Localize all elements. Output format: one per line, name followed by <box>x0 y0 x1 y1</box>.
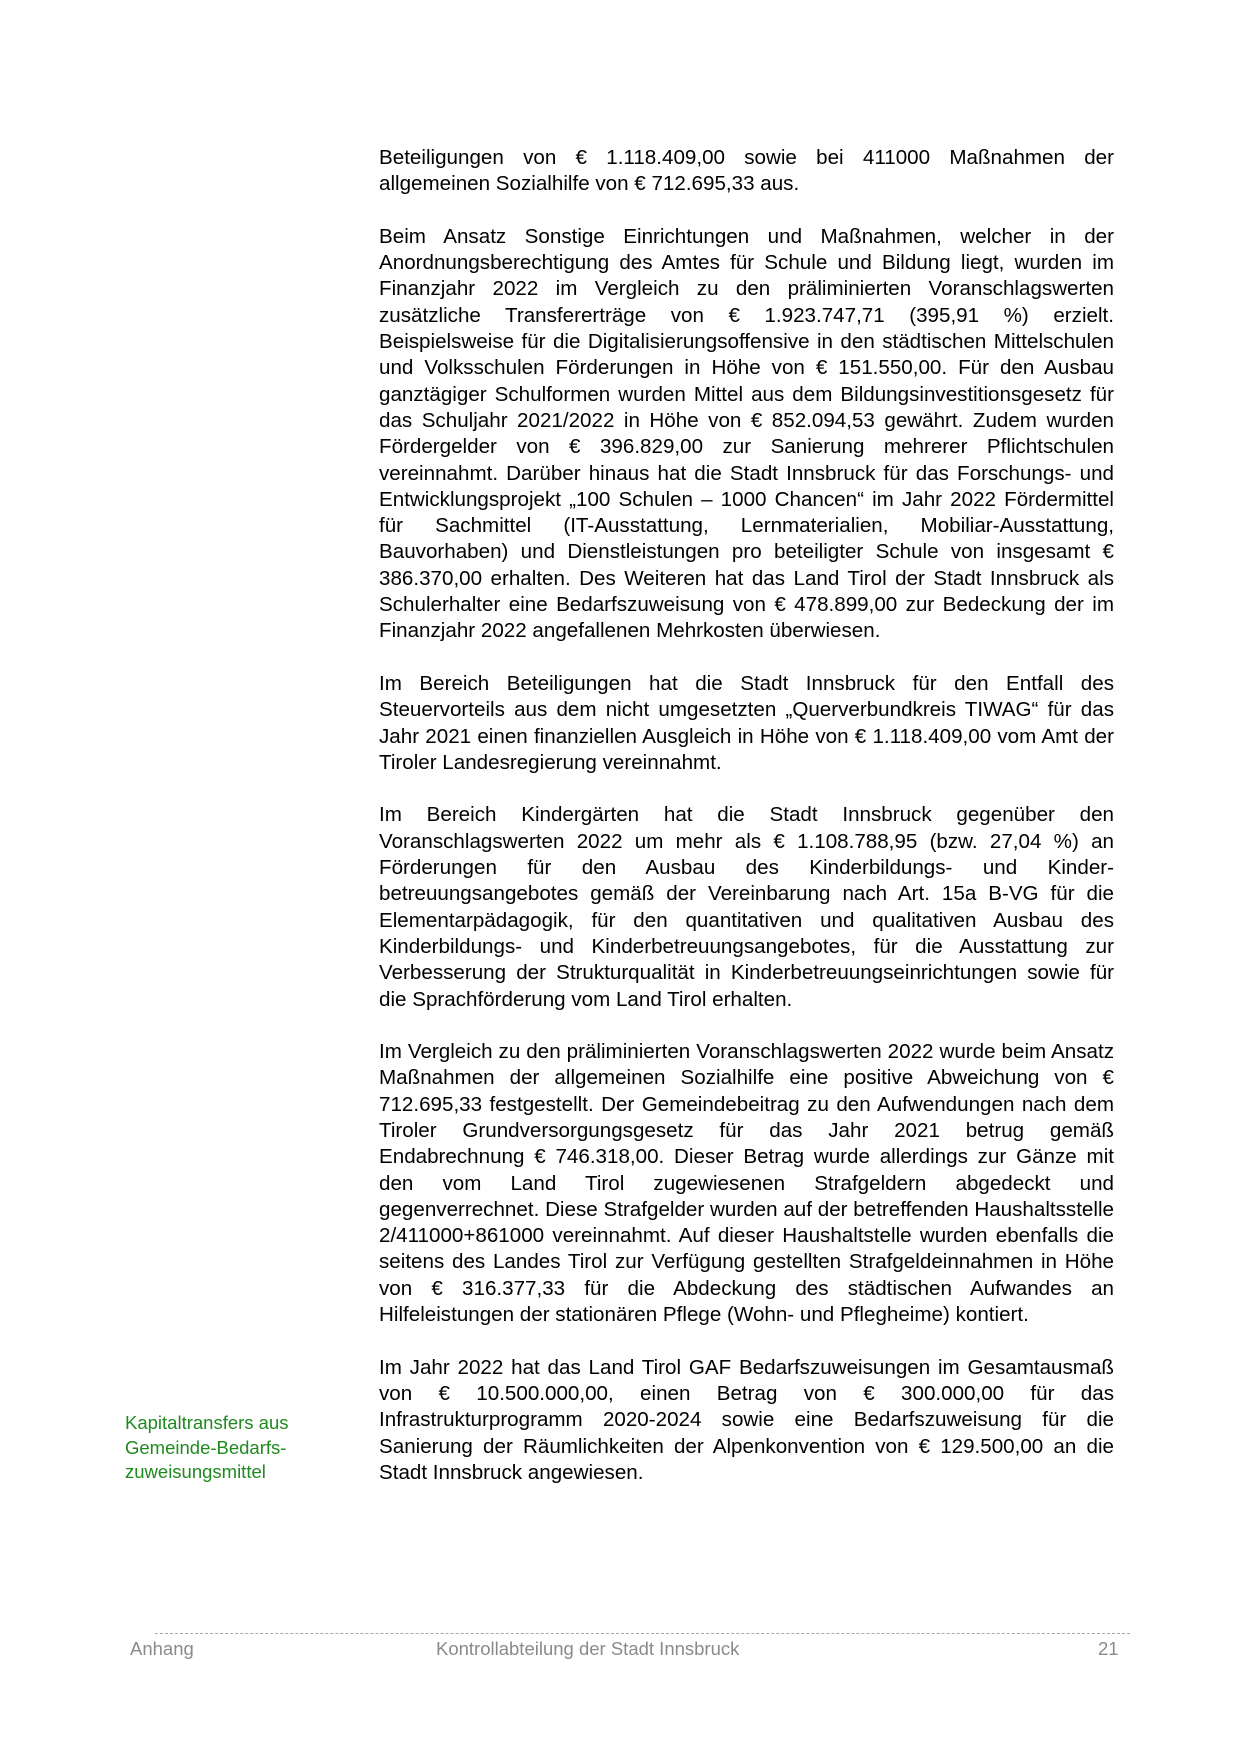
footer-divider <box>155 1633 1130 1634</box>
paragraph: Im Bereich Kindergärten hat die Stadt Innsbruck gegenüber den Voranschlagswerten 2022 um mehr als € 1.108.788,95 (bzw. 27,04 %) an Förderungen für den Ausbau des Kinderbildungs- und Kinderbetreuungsangebotes gemäß der Vereinbarung nach Art. 15a B-VG für die Elementarpädagogik, für den quantitativen und qualitativen Ausbau des Kinderbildungs- und Kinderbetreuungsangebotes, für die Ausstattung zur Verbesserung der Strukturqualität in Kinderbetreuungseinrichtungen sowie für die Sprachförderung vom Land Tirol erhalten. <box>379 803 1114 1011</box>
page-number: 21 <box>1098 1638 1119 1659</box>
paragraph: Im Bereich Beteiligungen hat die Stadt Innsbruck für den Entfall des Steuervorteils aus dem nicht umgesetzten „Querverbundkreis TIWAG“ für das Jahr 2021 einen finanziellen Ausgleich in Höhe von € 1.118.409,00 vom Amt der Tiroler Landesregierung vereinnahmt. <box>379 671 1114 774</box>
margin-note-line: Gemeinde-Bedarfs- <box>125 1436 287 1458</box>
footer-section-label: Anhang <box>130 1638 194 1659</box>
margin-note-line: zuweisungsmittel <box>125 1461 266 1482</box>
margin-note-line: Kapitaltransfers aus <box>125 1412 289 1433</box>
paragraph: Beim Ansatz Sonstige Einrichtungen und Maßnahmen, welcher in der Anordnungsberechtigung des Amtes für Schule und Bildung liegt, wurden im Finanzjahr 2022 im Vergleich zu den präliminierten Voranschlagswerten zusätzliche Transfererträge von € 1.923.747,71 (395,91 %) erzielt. Beispielsweise für die Digitalisierungsoffensive in den städtischen Mittelschulen und Volksschulen Förderungen in Höhe von € 151.550,00. Für den Ausbau ganztägiger Schulformen wurden Mittel aus dem Bildungsinvestitionsgesetz für das Schuljahr 2021/2022 in Höhe von € 852.094,53 gewährt. Zudem wurden Fördergelder von € 396.829,00 zur Sanierung mehrerer Pflichtschulen vereinnahmt. Darüber hinaus hat die Stadt Innsbruck für das Forschungs- und Entwicklungsprojekt „100 Schulen – 1000 Chancen“ im Jahr 2022 Fördermittel für Sachmittel (IT-Ausstattung, Lernmaterialien, Mobiliar-Ausstattung, Bauvorhaben) und Dienstleistungen pro beteiligter Schule von insgesamt € 386.370,00 erhalten. Des Weiteren hat das Land Tirol der Stadt Innsbruck als Schulerhalter eine Bedarfszuweisung von € 478.899,00 zur Bedeckung der im Finanzjahr 2022 angefallenen Mehrkosten überwiesen. <box>379 224 1114 643</box>
paragraph: Im Vergleich zu den präliminierten Voranschlagswerten 2022 wurde beim Ansatz Maßnahmen der allgemeinen Sozialhilfe eine positive Abweichung von € 712.695,33 festgestellt. Der Gemeindebeitrag zu den Aufwendungen nach dem Tiroler Grundversorgungsgesetz für das Jahr 2021 betrug gemäß Endabrechnung € 746.318,00. Dieser Betrag wurde allerdings zur Gänze mit den vom Land Tirol zugewiesenen Strafgeldern abgedeckt und gegenverrechnet. Diese Strafgelder wurden auf der betreffenden Haushaltsstelle 2/411000+861000 vereinnahmt. Auf dieser Haushaltstelle wurden ebenfalls die seitens des Landes Tirol zur Verfügung gestellten Strafgeldeinnahmen in Höhe von € 316.377,33 für die Abdeckung des städtischen Aufwandes an Hilfeleistungen der stationären Pflege (Wohn- und Pflegheime) kontiert. <box>379 1040 1114 1327</box>
footer-organization: Kontrollabteilung der Stadt Innsbruck <box>436 1638 740 1659</box>
paragraph: Beteiligungen von € 1.118.409,00 sowie bei 411000 Maßnahmen der allgemeinen Sozialhilfe von € 712.695,33 aus. <box>379 146 1114 196</box>
paragraph: Im Jahr 2022 hat das Land Tirol GAF Bedarfszuweisungen im Gesamtausmaß von € 10.500.000,00, einen Betrag von € 300.000,00 für das Infrastrukturprogramm 2020-2024 sowie eine Bedarfszuweisung für die Sanierung der Räumlichkeiten der Alpenkonvention von € 129.500,00 an die Stadt Innsbruck angewiesen. <box>379 1355 1114 1484</box>
body-text <box>379 145 1114 1486</box>
margin-note <box>125 1411 345 1485</box>
